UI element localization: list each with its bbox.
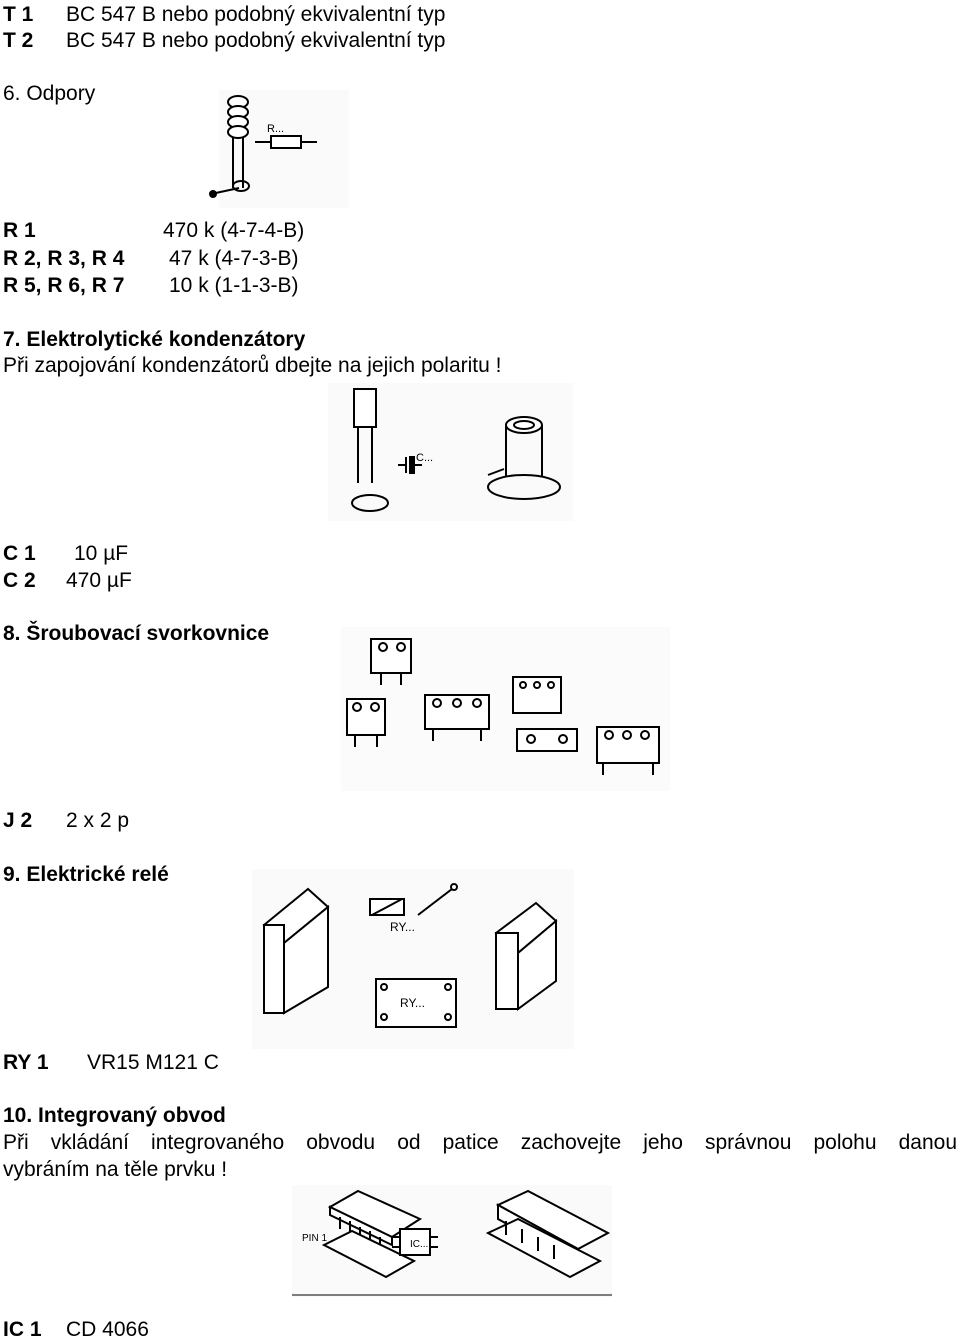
t2-value: BC 547 B nebo podobný ekvivalentní typ — [66, 29, 446, 52]
pin1-label: PIN 1 — [302, 1233, 328, 1244]
section-8-title: 8. Šroubovací svorkovnice — [3, 622, 270, 645]
section-7-title: 7. Elektrolytické kondenzátory — [3, 328, 306, 351]
section-10-note-line-1: Při vkládání integrovaného obvodu od patice zachovejte jeho správnou polohu danou — [3, 1131, 957, 1154]
section-7-note: Při zapojování kondenzátorů dbejte na jejich polaritu ! — [3, 354, 502, 377]
ic1-ref: IC 1 — [3, 1318, 42, 1341]
r2-ref: R 2, R 3, R 4 — [3, 247, 125, 270]
c1-value: 10 µF — [74, 542, 129, 565]
capacitor-figure — [328, 383, 573, 521]
r5-value: 10 k (1-1-3-B) — [169, 274, 299, 297]
c2-value: 470 µF — [66, 569, 132, 592]
ic-figure — [292, 1185, 612, 1297]
section-6-title: 6. Odpory — [3, 82, 96, 105]
section-9-title: 9. Elektrické relé — [3, 863, 169, 886]
t1-value: BC 547 B nebo podobný ekvivalentní typ — [66, 3, 446, 26]
j2-value: 2 x 2 p — [66, 809, 130, 832]
ry1-ref: RY 1 — [3, 1051, 49, 1074]
resistor-label: R... — [267, 123, 285, 135]
resistor-figure — [205, 88, 350, 210]
r1-ref: R 1 — [3, 219, 36, 242]
c1-ref: C 1 — [3, 542, 36, 565]
t2-ref: T 2 — [3, 29, 34, 52]
terminal-block-figure — [341, 627, 670, 791]
j2-ref: J 2 — [3, 809, 33, 832]
relay-symbol-label: RY... — [390, 920, 415, 934]
c2-ref: C 2 — [3, 569, 36, 592]
section-10-title: 10. Integrovaný obvod — [3, 1104, 226, 1127]
ic1-value: CD 4066 — [66, 1318, 149, 1341]
ry1-value: VR15 M121 C — [87, 1051, 219, 1074]
section-10-note-line-2: vybráním na těle prvku ! — [3, 1158, 228, 1181]
r1-value: 470 k (4-7-4-B) — [163, 219, 305, 242]
r5-ref: R 5, R 6, R 7 — [3, 274, 125, 297]
capacitor-label: C... — [416, 452, 434, 464]
ic-symbol-label: IC... — [410, 1239, 429, 1250]
relay-pcb-label: RY... — [400, 996, 425, 1010]
relay-figure — [252, 869, 574, 1049]
r2-value: 47 k (4-7-3-B) — [169, 247, 299, 270]
t1-ref: T 1 — [3, 3, 34, 26]
